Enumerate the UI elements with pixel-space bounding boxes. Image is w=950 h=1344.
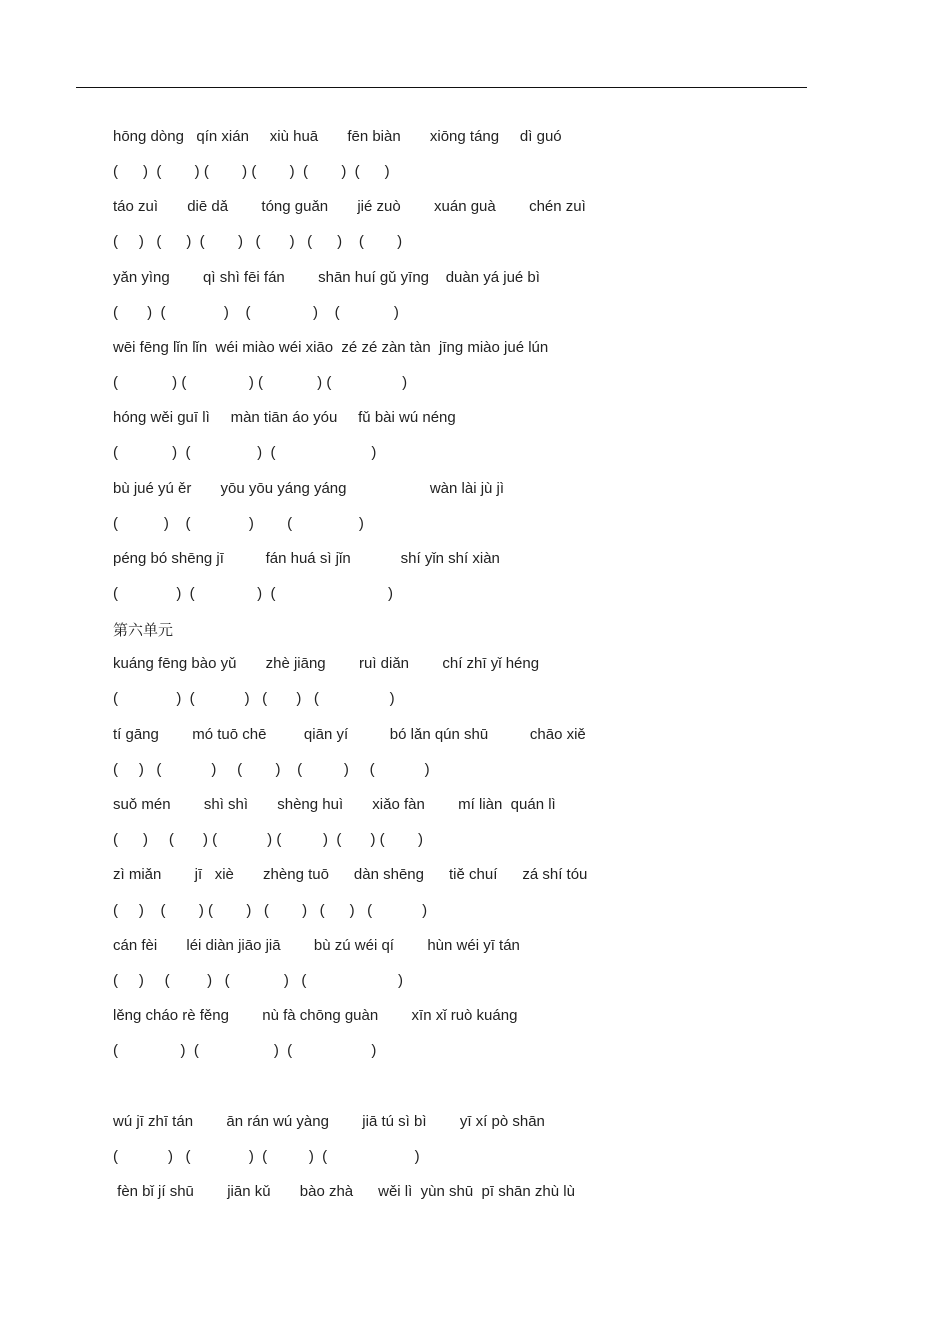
pinyin-row-9: tí gāng mó tuō chē qiān yí bó lǎn qún shū chāo xiě: [113, 726, 586, 743]
answer-row-10: ( ) ( ) ( ) ( ) ( ) ( ): [113, 831, 423, 848]
answer-row-13: ( ) ( ) ( ): [113, 1042, 377, 1059]
pinyin-row-5: hóng wěi guī lì màn tiān áo yóu fǔ bài wú néng: [113, 409, 456, 426]
pinyin-row-3: yǎn yìng qì shì fēi fán shān huí gǔ yīng duàn yá jué bì: [113, 269, 540, 286]
answer-row-12: ( ) ( ) ( ) ( ): [113, 972, 404, 989]
answer-row-1: ( ) ( ) ( ) ( ) ( ) ( ): [113, 163, 390, 180]
answer-row-14: ( ) ( ) ( ) ( ): [113, 1148, 420, 1165]
section-heading: 第六单元: [113, 621, 174, 639]
answer-row-5: ( ) ( ) ( ): [113, 444, 377, 461]
answer-row-3: ( ) ( ) ( ) ( ): [113, 304, 399, 321]
answer-row-9: ( ) ( ) ( ) ( ) ( ): [113, 761, 430, 778]
pinyin-row-13: lěng cháo rè fěng nù fà chōng guàn xīn xǐ ruò kuáng: [113, 1007, 518, 1024]
answer-row-2: ( ) ( ) ( ) ( ) ( ) ( ): [113, 233, 403, 250]
pinyin-row-11: zì miǎn jī xiè zhèng tuō dàn shēng tiě chuí zá shí tóu: [113, 866, 588, 883]
pinyin-row-15: fèn bǐ jí shū jiān kǔ bào zhà wěi lì yùn shū pī shān zhù lù: [113, 1183, 575, 1200]
answer-row-4: ( ) ( ) ( ) ( ): [113, 374, 408, 391]
pinyin-row-4: wēi fēng lǐn lǐn wéi miào wéi xiāo zé zé zàn tàn jīng miào jué lún: [113, 339, 549, 356]
answer-row-6: ( ) ( ) ( ): [113, 515, 364, 532]
pinyin-row-10: suǒ mén shì shì shèng huì xiǎo fàn mí liàn quán lì: [113, 796, 556, 813]
pinyin-row-14: wú jī zhī tán ān rán wú yàng jiā tú sì bì yī xí pò shān: [113, 1113, 545, 1130]
answer-row-11: ( ) ( ) ( ) ( ) ( ) ( ): [113, 902, 428, 919]
answer-row-8: ( ) ( ) ( ) ( ): [113, 690, 395, 707]
pinyin-row-12: cán fèi léi diàn jiāo jiā bù zú wéi qí hùn wéi yī tán: [113, 937, 520, 954]
pinyin-row-6: bù jué yú ěr yōu yōu yáng yáng wàn lài jù jì: [113, 480, 505, 497]
answer-row-7: ( ) ( ) ( ): [113, 585, 394, 602]
pinyin-row-2: táo zuì diē dǎ tóng guǎn jié zuò xuán guà chén zuì: [113, 198, 586, 215]
pinyin-row-1: hōng dòng qín xián xiù huā fēn biàn xiōng táng dì guó: [113, 128, 562, 145]
pinyin-row-7: péng bó shēng jī fán huá sì jǐn shí yǐn shí xiàn: [113, 550, 500, 567]
pinyin-row-8: kuáng fēng bào yǔ zhè jiāng ruì diǎn chí zhī yǐ héng: [113, 655, 540, 672]
